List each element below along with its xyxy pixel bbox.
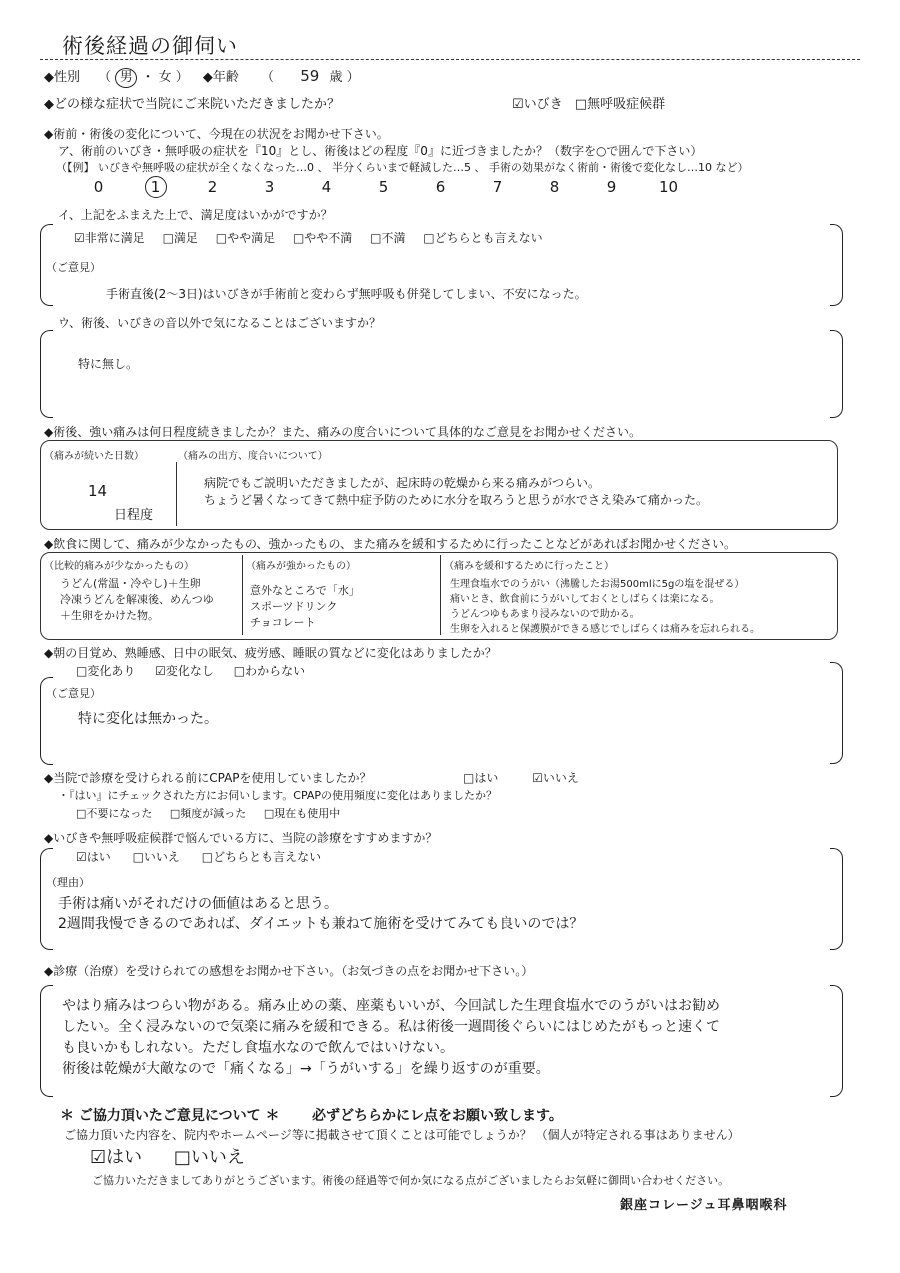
scale-option[interactable]: 2 [207, 178, 218, 196]
other-question: ウ、術後、いびきの音以外で気になることはございますか？ [58, 316, 382, 330]
recommend-options [76, 848, 321, 865]
consent-thanks: ご協力いただきましてありがとうございます。術後の経過等で何か気になる点がございましたらお気軽に御問い合わせください。 [92, 1174, 730, 1187]
change-header: ◆術前・術後の変化について、今現在の状況をお聞かせ下さい。 [44, 127, 389, 141]
satisfaction-option-very-satisfied[interactable]: ☑非常に満足 [74, 231, 145, 245]
satisfaction-question: イ、上記をふまえた上で、満足度はいかがですか？ [58, 208, 333, 222]
food-less-line: ＋生卵をかけた物。 [60, 609, 159, 622]
other-bracket-right [830, 330, 843, 418]
cpap-option-no[interactable]: ☑いいえ [532, 771, 579, 785]
consent-question: ご協力頂いた内容を、院内やホームページ等に掲載させて頂くことは可能でしょうか？ （個人が特定される事はありません） [64, 1128, 740, 1142]
satisfaction-bracket-right [830, 224, 843, 306]
age-close: ） [346, 70, 360, 85]
sex-dot: ・ [141, 70, 155, 85]
cpap-option-yes[interactable]: □はい [463, 771, 499, 785]
symptom-option-snoring[interactable]: ☑いびき [512, 97, 563, 112]
pain-divider [176, 462, 177, 526]
food-relief-line: うどんつゆもあまり浸みないので助かる。 [450, 609, 640, 620]
change-example: （【例】 いびきや無呼吸の症状が全くなくなった…0 、 半分くらいまで軽減した…5 、 手術の効果がなく術前・術後で変化なし…10 など） [56, 161, 749, 174]
scale-option[interactable]: 5 [378, 178, 389, 196]
pain-degree-line: ちょうど暑くなってきて熱中症予防のために水分を取ろうと思うが水でさえ染みて痛かった。 [204, 493, 709, 507]
consent-heading-a: ＊ ご協力頂いたご意見について ＊ [60, 1108, 280, 1124]
recommend-reason-line: 2週間我慢できるのであれば、ダイエットも兼ねて施術を受けてみても良いのでは？ [58, 916, 584, 932]
scale-option[interactable]: 9 [606, 178, 617, 196]
food-strong-line: スポーツドリンク [250, 600, 338, 613]
recommend-bracket-left [40, 848, 53, 950]
pain-question: ◆術後、強い痛みは何日程度続きましたか？また、痛みの度合いについて具体的なご意見をお聞かせください。 [44, 425, 641, 439]
cpap-question: ◆当院で診療を受けられる前にCPAPを使用していましたか？ [44, 771, 372, 785]
scale-option[interactable]: 6 [435, 178, 446, 196]
food-strong-line: 意外なところで「水」 [250, 584, 360, 597]
age-open: （ [261, 70, 275, 85]
other-answer: 特に無し。 [78, 357, 139, 371]
recommend-option-yes[interactable]: ☑はい [76, 850, 111, 864]
food-less-line: 冷凍うどんを解凍後、めんつゆ [60, 593, 214, 606]
satisfaction-options [74, 229, 543, 246]
food-divider-1 [242, 555, 243, 635]
scale-option[interactable]: 3 [264, 178, 275, 196]
selected-circle: 1 [145, 176, 167, 198]
impression-question: ◆診療（治療）を受けられての感想をお聞かせ下さい。（お気づきの点をお聞かせ下さい。） [44, 964, 534, 978]
impression-line: も良いかもしれない。ただし食塩水なので飲んではいけない。 [62, 1040, 454, 1056]
satisfaction-option-somewhat-dissatisfied[interactable]: □やや不満 [292, 231, 353, 245]
cpap-follow-option[interactable]: □頻度が減った [169, 807, 247, 820]
sleep-option-unknown[interactable]: □わからない [233, 664, 306, 678]
scale-option-selected[interactable] [127, 176, 184, 198]
food-relief-line: 生理食塩水でのうがい（沸騰したお湯500mlに5gの塩を混ぜる） [450, 579, 745, 590]
recommend-question: ◆いびきや無呼吸症候群で悩んでいる方に、当院の診療をすすめますか？ [44, 831, 438, 845]
recommend-reason-line: 手術は痛いがそれだけの価値はあると思う。 [58, 896, 338, 912]
age-label: ◆年齢 [202, 70, 239, 85]
sex-close: ） [175, 70, 189, 85]
opinion-label: （ご意見） [46, 261, 101, 274]
sleep-option-unchanged[interactable]: ☑変化なし [155, 664, 214, 678]
consent-options [90, 1143, 245, 1169]
consent-heading-b: 必ずどちらかにレ点をお願い致します。 [312, 1108, 563, 1124]
scale-option[interactable]: 10 [658, 178, 679, 196]
cpap-followup: ・『はい』にチェックされた方にお伺いします。CPAPの使用頻度に変化はありましたか？ [58, 789, 498, 802]
cpap-options [463, 769, 579, 786]
impression-line: やはり痛みはつらい物がある。痛み止めの薬、座薬もいいが、今回試した生理食塩水でのうがいはお勧め [62, 998, 720, 1014]
clinic-name: 銀座コレージュ耳鼻咽喉科 [620, 1198, 788, 1213]
impression-line: 術後は乾燥が大敵なので「痛くなる」→「うがいする」を繰り返すのが重要。 [62, 1061, 550, 1077]
impression-line: したい。全く浸みないので気楽に痛みを緩和できる。私は術後一週間後ぐらいにはじめたがもっと速くて [62, 1019, 720, 1035]
opinion-text: 手術直後(2〜3日)はいびきが手術前と変わらず無呼吸も併発してしまい、不安になった。 [106, 287, 587, 301]
recommend-bracket-right [830, 848, 843, 950]
scale-option[interactable]: 8 [549, 178, 560, 196]
symptom-options [512, 93, 665, 112]
impression-bracket-right [830, 985, 843, 1097]
scale-row [70, 176, 697, 198]
age-value[interactable]: 59 [300, 67, 320, 85]
food-less-label: （比較的痛みが少なかったもの） [44, 561, 194, 572]
other-bracket-left [40, 330, 53, 418]
food-strong-line: チョコレート [250, 616, 316, 629]
food-less-line: うどん(常温・冷やし)＋生卵 [60, 577, 201, 590]
page-title: 術後経過の御伺い [62, 34, 238, 58]
satisfaction-option-satisfied[interactable]: □満足 [162, 231, 198, 245]
food-relief-line: 痛いとき、飲食前にうがいしておくとしばらくは楽になる。 [450, 594, 720, 605]
sex-option-female[interactable]: 女 [158, 70, 172, 85]
food-strong-label: （痛みが強かったもの） [246, 561, 356, 572]
food-relief-line: 生卵を入れると保護膜ができる感じでしばらくは痛みを忘れられる。 [450, 624, 760, 635]
title-divider [40, 59, 860, 60]
age-unit: 歳 [329, 70, 343, 85]
pain-degree-label: （痛みの出方、度合いについて） [178, 451, 328, 462]
pain-degree-line: 病院でもご説明いただきましたが、起床時の乾燥から来る痛みがつらい。 [204, 476, 601, 490]
recommend-option-no[interactable]: □いいえ [132, 850, 180, 864]
pain-days-value: 14 [88, 482, 108, 500]
satisfaction-option-dissatisfied[interactable]: □不満 [370, 231, 406, 245]
sex-open: （ [98, 70, 112, 85]
change-question-a: ア、術前のいびき・無呼吸の症状を『10』とし、術後はどの程度『0』に近づきましたか？（数字を○で囲んで下さい） [58, 144, 703, 158]
pain-days-label: （痛みが続いた日数） [44, 451, 144, 462]
satisfaction-option-neither[interactable]: □どちらとも言えない [423, 231, 543, 245]
sex-option-male[interactable]: 男 [115, 68, 137, 88]
sleep-options [76, 662, 305, 679]
recommend-reason-label: （理由） [46, 876, 90, 889]
impression-bracket-left [40, 985, 53, 1097]
cpap-follow-option[interactable]: □現在も使用中 [263, 807, 341, 820]
sleep-opinion-text: 特に変化は無かった。 [78, 711, 218, 727]
sex-row [44, 66, 360, 88]
consent-option-no[interactable]: □いいえ [173, 1147, 245, 1168]
symptom-option-apnea[interactable]: □無呼吸症候群 [574, 97, 666, 112]
scale-option[interactable]: 4 [321, 178, 332, 196]
symptom-question: ◆どの様な症状で当院にご来院いただきましたか？ [44, 97, 340, 112]
scale-option[interactable]: 7 [492, 178, 503, 196]
pain-days-unit: 日程度 [114, 508, 154, 523]
sleep-option-changed[interactable]: □変化あり [76, 664, 136, 678]
sleep-bracket-right [830, 662, 843, 764]
scale-option[interactable]: 0 [93, 178, 104, 196]
recommend-option-neither[interactable]: □どちらとも言えない [201, 850, 322, 864]
sleep-question: ◆朝の目覚め、熟睡感、日中の眠気、疲労感、睡眠の質などに変化はありましたか？ [44, 646, 497, 660]
food-question: ◆飲食に関して、痛みが少なかったもの、強かったもの、また痛みを緩和するために行ったことなどがあればお聞かせください。 [44, 537, 737, 551]
cpap-follow-option[interactable]: □不要になった [76, 807, 153, 820]
food-relief-label: （痛みを緩和するために行ったこと） [444, 561, 614, 572]
sex-label: ◆性別 [44, 70, 80, 85]
food-divider-2 [440, 555, 441, 635]
cpap-follow-options [76, 805, 340, 821]
consent-option-yes[interactable]: ☑はい [90, 1147, 143, 1168]
sleep-opinion-label: （ご意見） [46, 687, 101, 700]
satisfaction-option-somewhat-satisfied[interactable]: □やや満足 [215, 231, 276, 245]
